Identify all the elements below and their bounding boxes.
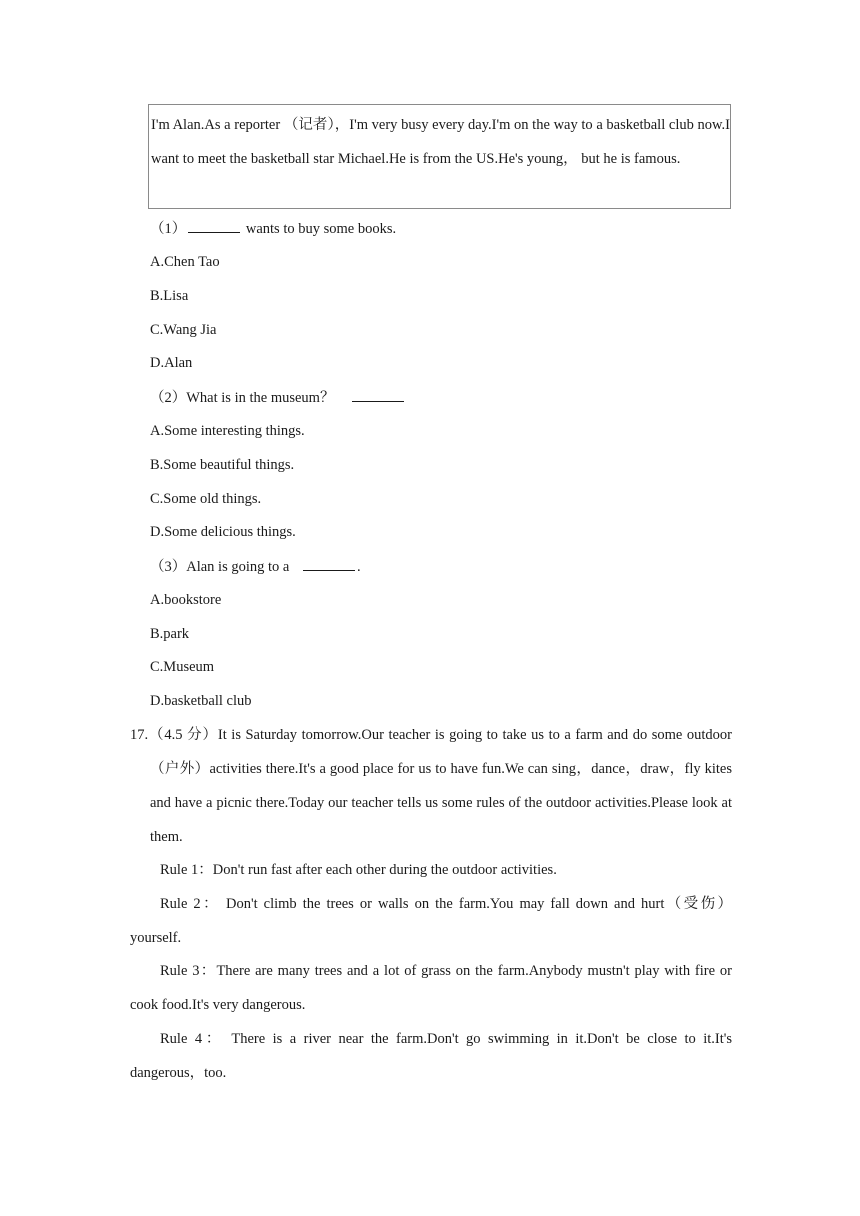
option-1d: D.Alan	[150, 355, 193, 371]
option-3b: B.park	[150, 626, 190, 642]
rule-2: Rule 2： Don't climb the trees or walls on the farm.You may fall down and hurt（受伤）yourself.	[130, 896, 732, 946]
rule-1: Rule 1：Don't run fast after each other during the outdoor activities.	[160, 862, 557, 878]
option-3c: C.Museum	[150, 659, 215, 675]
question-3	[150, 556, 361, 577]
question-2-prefix: （2）What is in the museum？	[150, 390, 339, 406]
question-1-suffix: wants to buy some books.	[242, 221, 397, 237]
answer-blank	[352, 387, 404, 402]
answer-blank	[188, 218, 240, 233]
question-1-prefix: （1）	[150, 221, 187, 237]
question-1	[150, 218, 396, 239]
passage-box	[148, 104, 731, 209]
option-2c: C.Some old things.	[150, 491, 262, 507]
rule-4: Rule 4： There is a river near the farm.Don't go swimming in it.Don't be close to it.It's dangerous，too.	[130, 1031, 732, 1081]
option-1a: A.Chen Tao	[150, 254, 220, 270]
question-3-suffix: .	[356, 559, 361, 575]
answer-blank	[303, 556, 355, 571]
question-3-prefix: （3）Alan is going to a	[150, 559, 293, 575]
question-2	[150, 387, 406, 408]
option-2d: D.Some delicious things.	[150, 524, 296, 540]
rule-3: Rule 3：There are many trees and a lot of grass on the farm.Anybody mustn't play with fire or cook food.It's very dangerous.	[130, 963, 732, 1013]
question-17-intro: 17.（4.5 分）It is Saturday tomorrow.Our teacher is going to take us to a farm and do some outdoor （户外）activities there.It's a good place for us to have fun.We can sing，dance，draw，fly kites and have a picnic there.Today our teacher tells us some rules of the outdoor activities.Please look at them.	[130, 727, 732, 845]
option-3a: A.bookstore	[150, 592, 222, 608]
option-3d: D.basketball club	[150, 693, 252, 709]
option-1c: C.Wang Jia	[150, 322, 217, 338]
passage-text: I'm Alan.As a reporter （记者），I'm very busy every day.I'm on the way to a basketball club now.I want to meet the basketball star Michael.He is from the US.He's young， but he is famous.	[151, 117, 730, 167]
option-1b: B.Lisa	[150, 288, 189, 304]
option-2a: A.Some interesting things.	[150, 423, 305, 439]
option-2b: B.Some beautiful things.	[150, 457, 295, 473]
